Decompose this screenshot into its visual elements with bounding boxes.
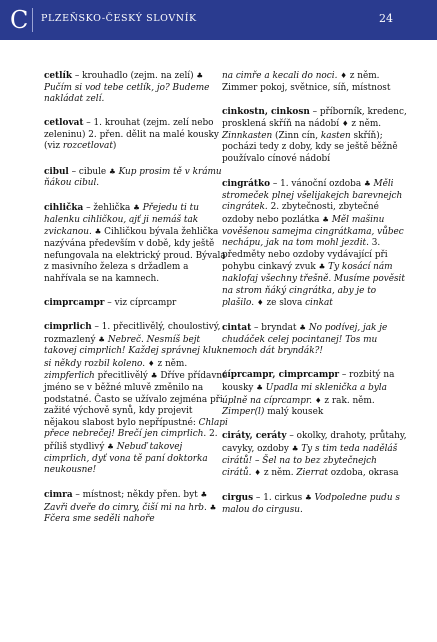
definition-text: – 1. krouhat (zejm. zelí nebo zeleninu) 2. přen. dělit na malé kousky (viz	[44, 118, 219, 152]
definition-text: ze slova	[263, 298, 306, 309]
definition-text: – 1. vánoční ozdoba	[270, 179, 364, 190]
headword: cingrátko	[222, 179, 271, 190]
example-text: No podívej, jak je chudáček celej pocintanej! Tos mu nemoch dát bryndák?!	[222, 323, 388, 357]
example-text: zimpferlich	[44, 371, 95, 382]
headword: cíprcampr, cimprcampr	[222, 370, 340, 381]
definition-text: malý kousek	[264, 407, 324, 418]
example-text: Fčera sme seděli nahoře	[44, 514, 155, 525]
definition-text: – 1. cirkus	[253, 493, 305, 504]
example-text: Pučím si vod tebe cetlík, jo? Budeme nakládat zelí.	[44, 82, 210, 105]
example-text: Vodpoledne pudu s malou do cirgusu.	[222, 493, 400, 515]
definition-text: – bryndat	[251, 323, 300, 334]
definition-text: 2. zbytečnosti, zbytečné ozdoby nebo pozlátka	[222, 202, 379, 225]
dictionary-entry-cingratko	[222, 178, 408, 310]
example-text: Zavři dveře do cimry, čiší mi na hrb.	[44, 502, 207, 513]
example-text: Přejedu ti tu halenku cihličkou, ajť ji nemáš tak zvickanou.	[44, 203, 199, 238]
club-example-icon: ♣	[200, 490, 208, 500]
example-text: Chlapi přece nebrečej! Brečí jen cimprlich.	[44, 417, 228, 440]
club-example-icon: ♣	[363, 179, 371, 189]
definition-text: – žehlička	[83, 203, 134, 214]
headword: cimra	[44, 490, 73, 501]
club-example-icon: ♣	[299, 323, 307, 333]
headword: ciráty, ceráty	[222, 431, 287, 442]
example-text: Zierrat	[296, 468, 328, 479]
definition-text: z něm.	[154, 358, 188, 369]
definition-text: přecitlivělý	[94, 371, 151, 382]
dictionary-entry-cibul	[44, 166, 230, 190]
headword: cetlovat	[44, 118, 84, 129]
dictionary-entry-cetlik	[44, 70, 230, 106]
diamond-etymology-icon: ♦	[340, 71, 347, 80]
definition-text: skříň); pocházi tedy z doby, kdy se ještě běžně používalo cínové nádobí	[222, 130, 398, 165]
definition-text: – rozbitý na kousky	[222, 370, 395, 394]
club-example-icon: ♣	[256, 383, 263, 393]
book-title: PLZEŇSKO-ČESKÝ SLOVNÍK	[41, 13, 197, 24]
header-divider	[32, 8, 33, 32]
definition-text: ozdoba, okrasa	[327, 468, 399, 479]
dictionary-entry-cinkostn	[222, 107, 408, 166]
club-example-icon: ♣	[196, 71, 204, 80]
definition-text: Cihličkou bývala žehlička nazývána především v době, kdy ještě nefungovala na elektrický proud. Bývala z masivního železa s držadlem a nahřívala se na kamnech.	[44, 227, 226, 284]
dictionary-entry-ciraty	[222, 431, 408, 479]
headword: cimprcampr	[44, 297, 105, 308]
left-column	[44, 70, 230, 539]
example-text: kasten	[320, 130, 351, 141]
diamond-etymology-icon: ♦	[254, 468, 262, 478]
headword: cihlička	[44, 203, 84, 214]
example-text: Zinnkasten	[222, 130, 273, 141]
dictionary-entry-cintat	[222, 322, 408, 358]
headword: cetlík	[44, 71, 73, 81]
club-example-icon: ♣	[209, 502, 217, 512]
example-text: cinkat	[305, 298, 333, 309]
dictionary-entry-cetlovat	[44, 118, 230, 153]
dictionary-entry-cihlicka	[44, 202, 230, 285]
club-example-icon: ♣	[318, 262, 326, 272]
dictionary-entry-cimra-cont	[222, 70, 408, 94]
headword: cimprlich	[44, 322, 92, 332]
right-column	[222, 70, 408, 529]
club-example-icon: ♣	[322, 214, 329, 224]
example-text: Ty kosácí nám naklofaj všechny třešně. Musíme pověsit na strom ňáký cingrátka, aby je to plašilo.	[222, 262, 405, 309]
definition-text: 2. příliš stydlivý	[44, 429, 218, 452]
dictionary-entry-cirgus	[222, 492, 408, 516]
club-example-icon: ♣	[98, 334, 106, 344]
club-example-icon: ♣	[107, 441, 114, 451]
page-number: 24	[379, 12, 393, 25]
headword: cirgus	[222, 493, 254, 504]
definition-text: z něm. Zimmer pokoj, světnice, síň, místnost	[222, 71, 391, 93]
headword: cinkostn, cinkosn	[222, 106, 310, 117]
diamond-etymology-icon: ♦	[256, 298, 264, 308]
diamond-etymology-icon: ♦	[341, 119, 349, 129]
definition-text: 3. předměty nebo ozdoby vydávající při pohybu cinkavý zvuk	[222, 238, 388, 273]
diamond-etymology-icon: ♦	[147, 358, 155, 368]
definition-text: Dříve přídavné jméno se v běžné mluvě změnilo na podstatné. Často se užívalo zejména při zažité výchově synů, kdy projevit nějakou slabost bylo nepřípustné:	[44, 371, 228, 428]
dictionary-entry-ciprcampr	[222, 370, 408, 418]
definition-text: – příborník, kredenc, prosklená skříň na nádobí	[222, 106, 407, 130]
example-text: Zimper(l)	[222, 407, 265, 418]
headword: cintat	[222, 323, 252, 334]
dictionary-entry-cimra	[44, 489, 230, 526]
definition-text: – 1. přecitlivělý, choulostivý, rozmazlený	[44, 322, 221, 345]
example-text: Měl mašinu vověšenou samejma cingrátkama, vůbec nechápu, jak na tom mohl jezdit.	[222, 214, 404, 249]
example-text: Nebreč. Nesmíš bejt takovej cimprlich! Každej správnej kluk si někdy rozbil koleno.	[44, 334, 223, 369]
definition-text: – okolky, drahoty, průtahy, cavyky, ozdoby	[222, 431, 407, 454]
club-example-icon: ♣	[109, 166, 116, 176]
club-example-icon: ♣	[94, 227, 102, 237]
definition-text: z něm.	[261, 468, 297, 479]
example-text: Měli stromeček plnej všelijakejch barevnejch cingrátek.	[222, 179, 403, 213]
definition-text: – viz cíprcampr	[104, 297, 177, 308]
dictionary-entry-cimprlich	[44, 322, 230, 477]
club-example-icon: ♣	[133, 203, 140, 213]
dictionary-entry-cimprcampr	[44, 298, 230, 310]
diamond-etymology-icon: ♦	[314, 395, 322, 405]
definition-text: – místnost; někdy přen. byt	[72, 490, 201, 501]
definition-text: z rak. něm.	[321, 395, 375, 406]
headword: cibul	[44, 166, 69, 177]
definition-text: )	[112, 141, 117, 152]
example-text: Ty s tim teda naděláš cirátů! – Šel na to bez zbytečnejch cirátů.	[222, 443, 398, 479]
example-text: Upadla mi sklenička a byla úplně na cíprcampr.	[222, 383, 387, 406]
example-text: Kup prosim tě v krámu ňákou cibul.	[44, 166, 222, 189]
example-text: rozcetlovat	[62, 141, 113, 152]
page-header	[0, 0, 437, 40]
club-example-icon: ♣	[291, 443, 299, 453]
section-letter: C	[10, 6, 29, 34]
definition-text: – cibule	[68, 166, 110, 177]
definition-text: – krouhadlo (zejm. na zelí)	[72, 71, 197, 81]
example-text: na cimře a kecali do noci.	[222, 71, 338, 81]
definition-text: (Zinn cín,	[272, 130, 321, 141]
example-text: Nebuď takovej cimprlich, dyť vona tě paní doktorka neukousne!	[44, 441, 208, 476]
club-example-icon: ♣	[305, 493, 312, 503]
definition-text: z něm.	[348, 119, 382, 130]
club-example-icon: ♣	[150, 371, 158, 381]
